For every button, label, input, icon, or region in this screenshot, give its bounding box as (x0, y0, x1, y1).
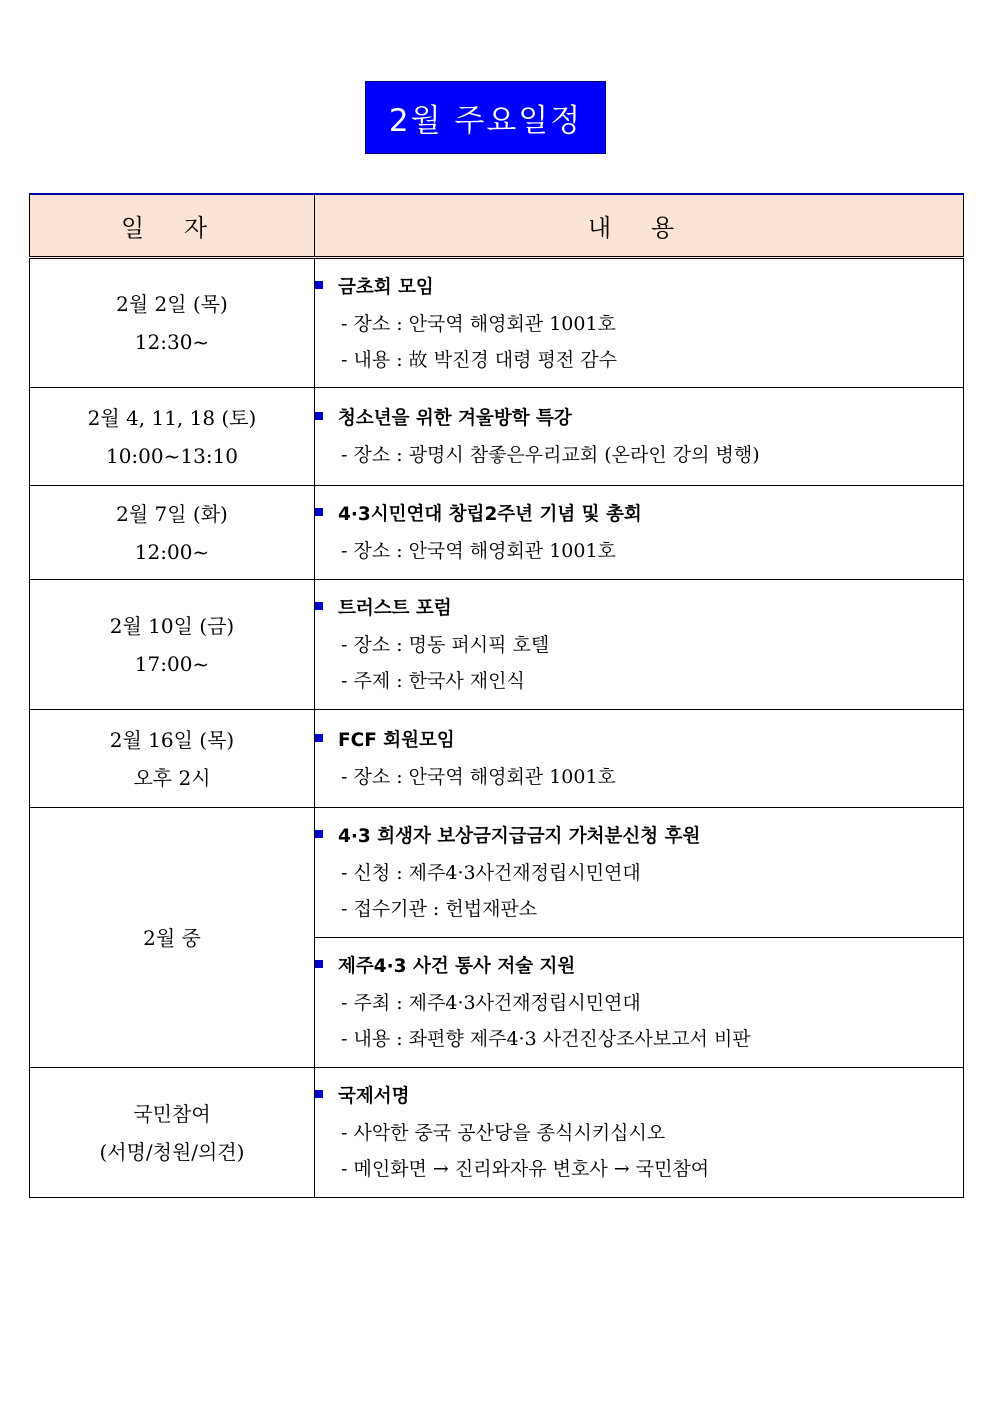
item-detail: - 사악한 중국 공산당을 종식시키십시오 (341, 1122, 666, 1144)
table-row (30, 388, 964, 486)
square-bullet-icon (315, 602, 323, 610)
table-row (30, 486, 964, 580)
table-row (30, 1068, 964, 1198)
item-detail: - 장소 : 안국역 해영회관 1001호 (341, 540, 616, 562)
content-cell (315, 1068, 964, 1198)
item-title: 청소년을 위한 겨울방학 특강 (315, 400, 963, 437)
content-cell (315, 938, 964, 1068)
item-title: 트러스트 포럼 (315, 590, 963, 627)
square-bullet-icon (315, 960, 323, 968)
date-line: 2월 중 (143, 925, 201, 950)
content-cell (315, 710, 964, 808)
item-detail: - 주최 : 제주4·3사건재정립시민연대 (341, 992, 641, 1014)
date-cell (30, 808, 315, 1068)
item-detail: - 장소 : 명동 퍼시픽 호텔 (341, 634, 550, 656)
item-detail: - 내용 : 좌편향 제주4·3 사건진상조사보고서 비판 (341, 1028, 751, 1050)
content-cell (315, 580, 964, 710)
item-detail: - 내용 : 故 박진경 대령 평전 감수 (341, 348, 617, 371)
item-title: 금초회 모임 (315, 269, 963, 306)
date-cell (30, 1068, 315, 1198)
item-detail: - 장소 : 안국역 해영회관 1001호 (341, 766, 616, 788)
item-title: FCF 회원모임 (315, 722, 963, 759)
date-cell (30, 710, 315, 808)
item-detail: - 주제 : 한국사 재인식 (341, 670, 525, 692)
header-content: 내 용 (315, 194, 964, 258)
time-line: 12:30~ (134, 330, 210, 354)
date-line: 2월 7일 (화) (116, 501, 228, 526)
table-row (30, 808, 964, 938)
date-line: 2월 2일 (목) (116, 292, 228, 316)
item-title: 4·3 희생자 보상금지급금지 가처분신청 후원 (315, 818, 963, 855)
square-bullet-icon (315, 508, 323, 516)
page-title: 2월 주요일정 (365, 81, 606, 154)
date-cell (30, 486, 315, 580)
content-cell (315, 486, 964, 580)
date-line: 2월 16일 (목) (109, 727, 235, 752)
schedule-table (29, 193, 964, 1198)
item-detail: - 장소 : 안국역 해영회관 1001호 (341, 312, 616, 335)
date-line: 2월 10일 (금) (109, 613, 235, 638)
item-title: 4·3시민연대 창립2주년 기념 및 총회 (315, 496, 963, 533)
content-cell (315, 808, 964, 938)
square-bullet-icon (315, 830, 323, 838)
table-row (30, 710, 964, 808)
item-detail: - 장소 : 광명시 참좋은우리교회 (온라인 강의 병행) (341, 444, 760, 466)
header-date: 일 자 (30, 194, 315, 258)
square-bullet-icon (315, 412, 323, 420)
item-detail: - 접수기관 : 헌법재판소 (341, 898, 538, 920)
time-line: 오후 2시 (133, 765, 211, 790)
date-line: 2월 4, 11, 18 (토) (87, 405, 257, 430)
date-line: 국민참여 (133, 1101, 211, 1126)
square-bullet-icon (315, 734, 323, 742)
date-cell (30, 258, 315, 388)
item-title: 제주4·3 사건 통사 저술 지원 (315, 948, 963, 985)
item-detail: - 신청 : 제주4·3사건재정립시민연대 (341, 862, 641, 884)
item-detail: - 메인화면 → 진리와자유 변호사 → 국민참여 (341, 1158, 710, 1180)
time-line: 17:00~ (134, 651, 210, 676)
content-cell (315, 258, 964, 388)
square-bullet-icon (315, 1090, 323, 1098)
date-cell (30, 388, 315, 486)
table-row (30, 258, 964, 388)
time-line: (서명/청원/의견) (99, 1139, 245, 1164)
table-header-row (30, 194, 964, 258)
square-bullet-icon (315, 281, 323, 289)
table-row (30, 580, 964, 710)
content-cell (315, 388, 964, 486)
date-cell (30, 580, 315, 710)
item-title: 국제서명 (315, 1078, 963, 1115)
time-line: 10:00~13:10 (105, 443, 239, 468)
time-line: 12:00~ (134, 539, 210, 564)
